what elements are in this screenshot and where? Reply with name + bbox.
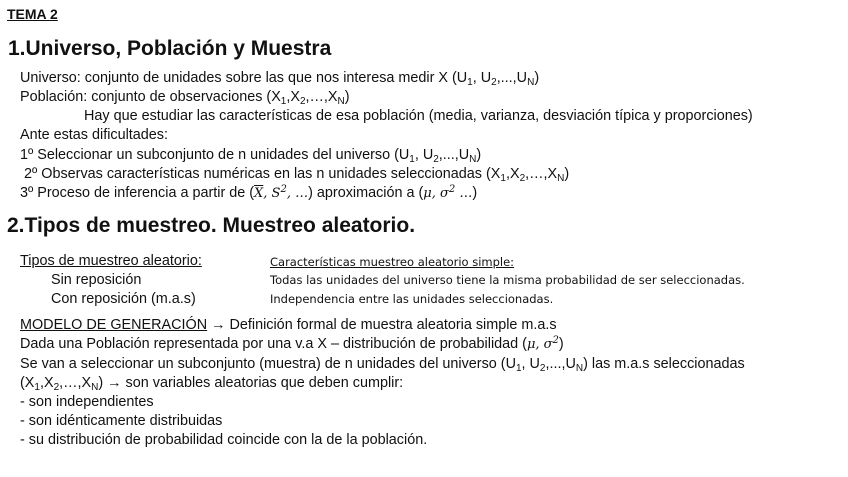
distribution-params: μ, $\sigma^2$ — [526, 335, 559, 352]
arrow-icon: → — [211, 317, 226, 333]
sample-stats: $\overline{X}$, $S^2$, … — [254, 184, 309, 201]
step3-end: ) — [472, 185, 478, 201]
tema-title: TEMA 2 — [7, 6, 58, 22]
caracteristica-2: Independencia entre las unidades seleccionadas. — [270, 292, 554, 306]
condition-3: - su distribución de probabilidad coincide con la de la población. — [20, 432, 428, 448]
population-params: μ, $\sigma^2$ … — [423, 184, 473, 201]
condition-1: - son independientes — [20, 394, 154, 410]
step3-line — [20, 184, 477, 203]
seleccionar-text: Se van a seleccionar un subconjunto (muestra) de n unidades del universo (U — [20, 356, 516, 372]
sin-reposicion: Sin reposición — [51, 272, 142, 288]
step1-text: 1º Seleccionar un subconjunto de n unidades del universo (U — [20, 147, 410, 163]
arrow-icon-2: → — [107, 375, 122, 391]
con-reposicion: Con reposición (m.a.s) — [51, 291, 196, 307]
variables-text: son variables aleatorias que deben cumplir: — [125, 375, 404, 391]
poblacion-va-text: Dada una Población representada por una v.a X – distribución de probabilidad ( — [20, 336, 527, 352]
universo-line: Universo: conjunto de unidades sobre las que nos interesa medir X ($U_1$, $U_2,...,U_N$) — [20, 70, 540, 88]
seleccionar-line: Se van a seleccionar un subconjunto (muestra) de n unidades del universo ($U_1$, $U_2,...,U_N$) las m.a.s seleccionadas — [20, 356, 745, 374]
poblacion-va-line: Dada una Población representada por una v.a X – distribución de probabilidad (μ, $\sigma^2$) — [20, 335, 564, 352]
caracteristica-1: Todas las unidades del universo tiene la misma probabilidad de ser seleccionadas. — [270, 273, 745, 287]
modelo-label: MODELO DE GENERACIÓN — [20, 317, 208, 333]
step2-text: 2º Observas características numéricas en las n unidades seleccionadas (X — [24, 166, 501, 182]
condition-2: - son idénticamente distribuidas — [20, 413, 223, 429]
tipos-label: Tipos de muestreo aleatorio: — [20, 253, 202, 269]
modelo-line — [20, 316, 557, 335]
section2-heading: 2.Tipos de muestreo. Muestreo aleatorio. — [7, 214, 416, 237]
step2-line: 2º Observas características numéricas en las n unidades seleccionadas $(X_1,X_2,\dots,X_N)$ — [24, 166, 570, 184]
variables-line: $(X_1,X_2,\dots,X_N)$ → son variables aleatorias que deben cumplir: — [20, 375, 404, 393]
section1-heading: 1.Universo, Población y Muestra — [8, 37, 332, 60]
step1-line: 1º Seleccionar un subconjunto de n unidades del universo ($U_1$, $U_2,...,U_N$) — [20, 147, 482, 165]
estudiar-line: Hay que estudiar las características de esa población (media, varianza, desviación típica y proporciones) — [84, 108, 753, 124]
universo-text: Universo: conjunto de unidades sobre las que nos interesa medir X (U — [20, 70, 468, 86]
modelo-text: Definición formal de muestra aleatoria simple m.a.s — [229, 317, 557, 333]
poblacion-line: Población: conjunto de observaciones $(X_1,X_2,\dots,X_N)$ — [20, 89, 350, 107]
seleccionar-end: ) las m.a.s seleccionadas — [583, 356, 745, 372]
poblacion-text: Población: conjunto de observaciones (X — [20, 89, 281, 105]
dificultades-line: Ante estas dificultades: — [20, 127, 168, 143]
step3-text: 3º Proceso de inferencia a partir de ( — [20, 185, 255, 201]
step3-mid: ) aproximación a ( — [308, 185, 424, 201]
caracteristicas-label: Características muestreo aleatorio simple: — [270, 255, 515, 269]
